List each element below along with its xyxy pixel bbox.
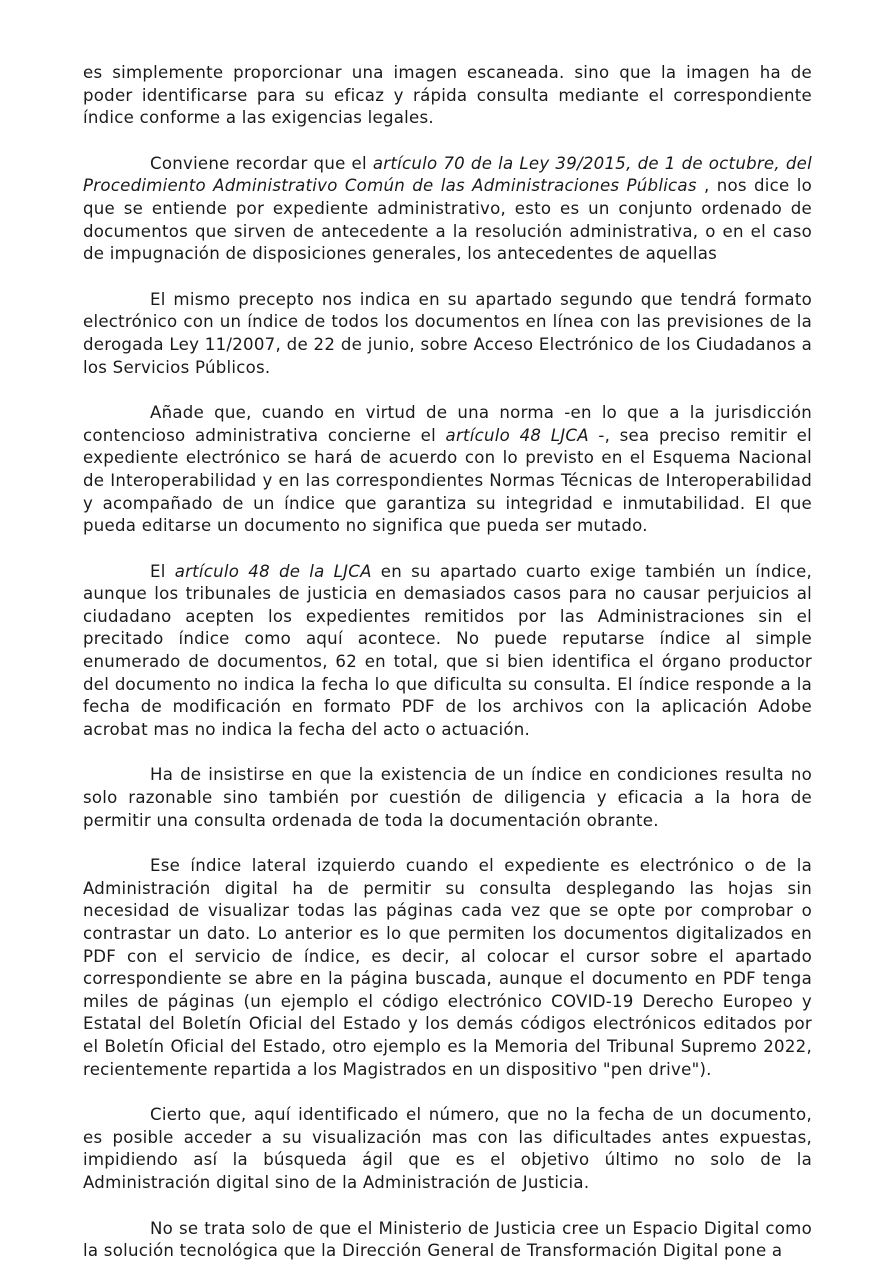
- paragraph-4: [83, 402, 812, 538]
- paragraph-5-body: en su apartado cuarto exige también un índice, aunque los tribunales de justicia en demasiados casos para no causar perjuicios al ciudadano acepten los expedientes remitidos por las Administraciones sin el precitado índice como aquí acontece. No puede reputarse índice al simple enumerado de documentos, 62 en total, que si bien identifica el órgano productor del documento no indica la fecha lo que dificulta su consulta. El índice responde a la fecha de modificación en formato PDF de los archivos con la aplicación Adobe acrobat mas no indica la fecha del acto o actuación.: [83, 561, 812, 739]
- paragraph-6-text: Ha de insistirse en que la existencia de un índice en condiciones resulta no solo razonable sino también por cuestión de diligencia y eficacia a la hora de permitir una consulta ordenada de toda la documentación obrante.: [83, 765, 812, 830]
- paragraph-5: [83, 561, 812, 742]
- paragraph-2: [83, 153, 812, 266]
- citation-articulo-48-de-la-ljca: artículo 48 de la LJCA: [174, 561, 372, 581]
- paragraph-9-text: No se trata solo de que el Ministerio de Justicia cree un Espacio Digital como la solución tecnológica que la Dirección General de Transformación Digital pone a: [83, 1218, 812, 1261]
- document-page: [83, 62, 812, 1286]
- paragraph-2-body: , nos dice lo que se entiende por expediente administrativo, esto es un conjunto ordenado de documentos que sirven de antecedente a la resolución administrativa, o en el caso de impugnación de disposiciones generales, los antecedentes de aquellas: [83, 176, 812, 264]
- paragraph-3: [83, 289, 812, 379]
- paragraph-4-body: -, sea preciso remitir el expediente electrónico se hará de acuerdo con lo previsto en el Esquema Nacional de Interoperabilidad y en las correspondientes Normas Técnicas de Interoperabilidad y acompañado de un índice que garantiza su integridad e inmutabilidad. El que pueda editarse un documento no significa que pueda ser mutado.: [83, 425, 812, 536]
- paragraph-3-text: El mismo precepto nos indica en su apartado segundo que tendrá formato electrónico con un índice de todos los documentos en línea con las previsiones de la derogada Ley 11/2007, de 22 de junio, sobre Acceso Electrónico de los Ciudadanos a los Servicios Públicos.: [83, 289, 812, 377]
- paragraph-9: [83, 1218, 812, 1263]
- paragraph-1-text: es simplemente proporcionar una imagen escaneada. sino que la imagen ha de poder identificarse para su eficaz y rápida consulta mediante el correspondiente índice conforme a las exigencias legales.: [83, 63, 812, 128]
- paragraph-2-lead: Conviene recordar que el: [150, 153, 367, 173]
- paragraph-1: [83, 62, 812, 130]
- citation-ley-39-2015: artículo 70 de la Ley 39/2015, de 1 de octubre, del Procedimiento Administrativo Común de las Administraciones Públicas: [83, 153, 812, 196]
- paragraph-5-lead: El: [150, 561, 166, 581]
- paragraph-4-lead: Añade que, cuando en virtud de una norma -en lo que a la jurisdicción contencioso administrativa concierne el: [83, 403, 812, 445]
- paragraph-7-text: Ese índice lateral izquierdo cuando el expediente es electrónico o de la Administración digital ha de permitir su consulta desplegando las hojas sin necesidad de visualizar todas las páginas cada vez que se opte por comprobar o contrastar un dato. Lo anterior es lo que permiten los documentos digitalizados en PDF con el servicio de índice, es decir, al colocar el cursor sobre el apartado correspondiente se abre en la página buscada, aunque el documento en PDF tenga miles de páginas (un ejemplo el código electrónico COVID-19 Derecho Europeo y Estatal del Boletín Oficial del Estado y los demás códigos electrónicos editados por el Boletín Oficial del Estado, otro ejemplo es la Memoria del Tribunal Supremo 2022, recientemente repartida a los Magistrados en un dispositivo "pen drive").: [83, 856, 812, 1079]
- paragraph-8: [83, 1104, 812, 1194]
- citation-articulo-48-ljca: artículo 48 LJCA: [445, 425, 589, 445]
- paragraph-7: [83, 855, 812, 1081]
- paragraph-8-text: Cierto que, aquí identificado el número, que no la fecha de un documento, es posible acceder a su visualización mas con las dificultades antes expuestas, impidiendo así la búsqueda ágil que es el objetivo último no solo de la Administración digital sino de la Administración de Justicia.: [83, 1105, 812, 1192]
- paragraph-6: [83, 764, 812, 832]
